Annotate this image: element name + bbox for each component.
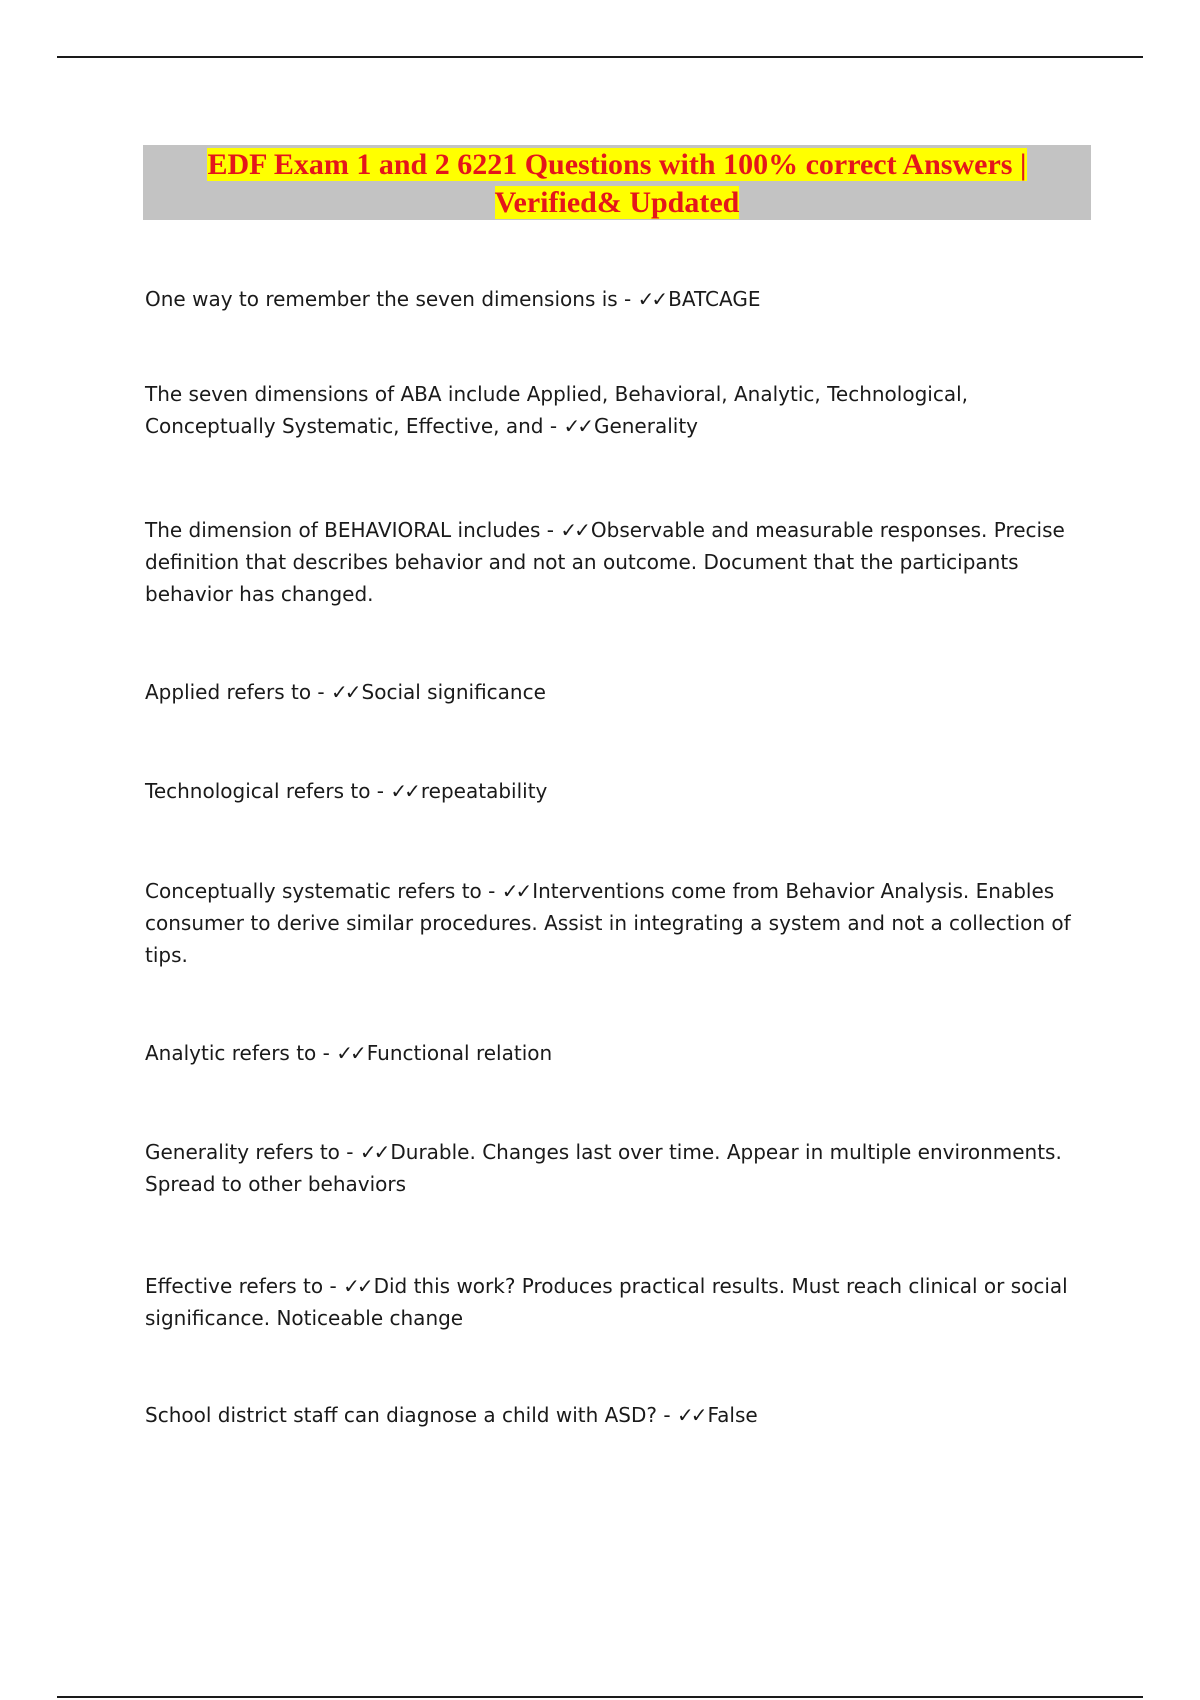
qa-item bbox=[145, 775, 1085, 807]
separator: - bbox=[311, 680, 331, 704]
separator: - bbox=[481, 879, 502, 903]
separator: - bbox=[543, 414, 564, 438]
double-check-icon: ✓✓ bbox=[390, 779, 418, 803]
qa-item bbox=[145, 1136, 1085, 1200]
double-check-icon: ✓✓ bbox=[343, 1274, 371, 1298]
separator: - bbox=[370, 779, 391, 803]
separator: - bbox=[617, 287, 638, 311]
answer-text: Functional relation bbox=[366, 1041, 553, 1065]
answer-text: Social significance bbox=[361, 680, 546, 704]
question-text: Technological refers to bbox=[145, 779, 371, 803]
double-check-icon: ✓✓ bbox=[359, 1140, 388, 1164]
answer-text: repeatability bbox=[420, 779, 548, 803]
qa-item bbox=[145, 283, 1085, 315]
separator: - bbox=[316, 1041, 337, 1065]
qa-item bbox=[145, 875, 1085, 971]
separator: - bbox=[540, 518, 561, 542]
double-check-icon: ✓✓ bbox=[560, 518, 588, 542]
separator: - bbox=[339, 1140, 360, 1164]
question-text: School district staff can diagnose a child with ASD? bbox=[145, 1403, 658, 1427]
qa-item bbox=[145, 514, 1085, 610]
qa-item bbox=[145, 378, 1085, 442]
answer-text: Durable. Changes last over time. Appear in multiple environments. Spread to other behaviors bbox=[145, 1140, 1062, 1196]
question-text: The seven dimensions of ABA include Applied, Behavioral, Analytic, Technological, Conceptually Systematic, Effective, and bbox=[145, 382, 968, 438]
question-text: Effective refers to bbox=[145, 1274, 324, 1298]
double-check-icon: ✓✓ bbox=[563, 414, 591, 438]
double-check-icon: ✓✓ bbox=[336, 1041, 364, 1065]
answer-text: BATCAGE bbox=[668, 287, 761, 311]
qa-item bbox=[145, 1270, 1085, 1334]
answer-text: False bbox=[707, 1403, 758, 1427]
question-text: Conceptually systematic refers to bbox=[145, 879, 482, 903]
double-check-icon: ✓✓ bbox=[676, 1403, 705, 1427]
title-line-2-text: Verified& Updated bbox=[494, 186, 740, 219]
title-line-2 bbox=[143, 184, 1091, 222]
separator: - bbox=[323, 1274, 344, 1298]
answer-text: Generality bbox=[593, 414, 699, 438]
double-check-icon: ✓✓ bbox=[331, 680, 359, 704]
answer-text: Interventions come from Behavior Analysis. Enables consumer to derive similar procedures. Assist in integrating a system and not a collection of tips. bbox=[145, 879, 1071, 967]
separator: - bbox=[657, 1403, 677, 1427]
double-check-icon: ✓✓ bbox=[637, 287, 666, 311]
qa-item bbox=[145, 1037, 1085, 1069]
bottom-rule bbox=[57, 1696, 1143, 1698]
question-text: One way to remember the seven dimensions is bbox=[145, 287, 618, 311]
title-line-1-text: EDF Exam 1 and 2 6221 Questions with 100% correct Answers | bbox=[207, 148, 1027, 181]
answer-text: Observable and measurable responses. Precise definition that describes behavior and not an outcome. Document that the participants behavior has changed. bbox=[145, 518, 1065, 606]
question-text: The dimension of BEHAVIORAL includes bbox=[145, 518, 541, 542]
top-rule bbox=[57, 56, 1143, 58]
document-title bbox=[143, 145, 1091, 220]
qa-item bbox=[145, 1399, 1085, 1431]
double-check-icon: ✓✓ bbox=[501, 879, 530, 903]
title-line-1 bbox=[143, 146, 1091, 184]
qa-item bbox=[145, 676, 1085, 708]
answer-text: Did this work? Produces practical results. Must reach clinical or social significance. Noticeable change bbox=[145, 1274, 1068, 1330]
question-text: Generality refers to bbox=[145, 1140, 340, 1164]
question-text: Analytic refers to bbox=[145, 1041, 317, 1065]
question-text: Applied refers to bbox=[145, 680, 312, 704]
